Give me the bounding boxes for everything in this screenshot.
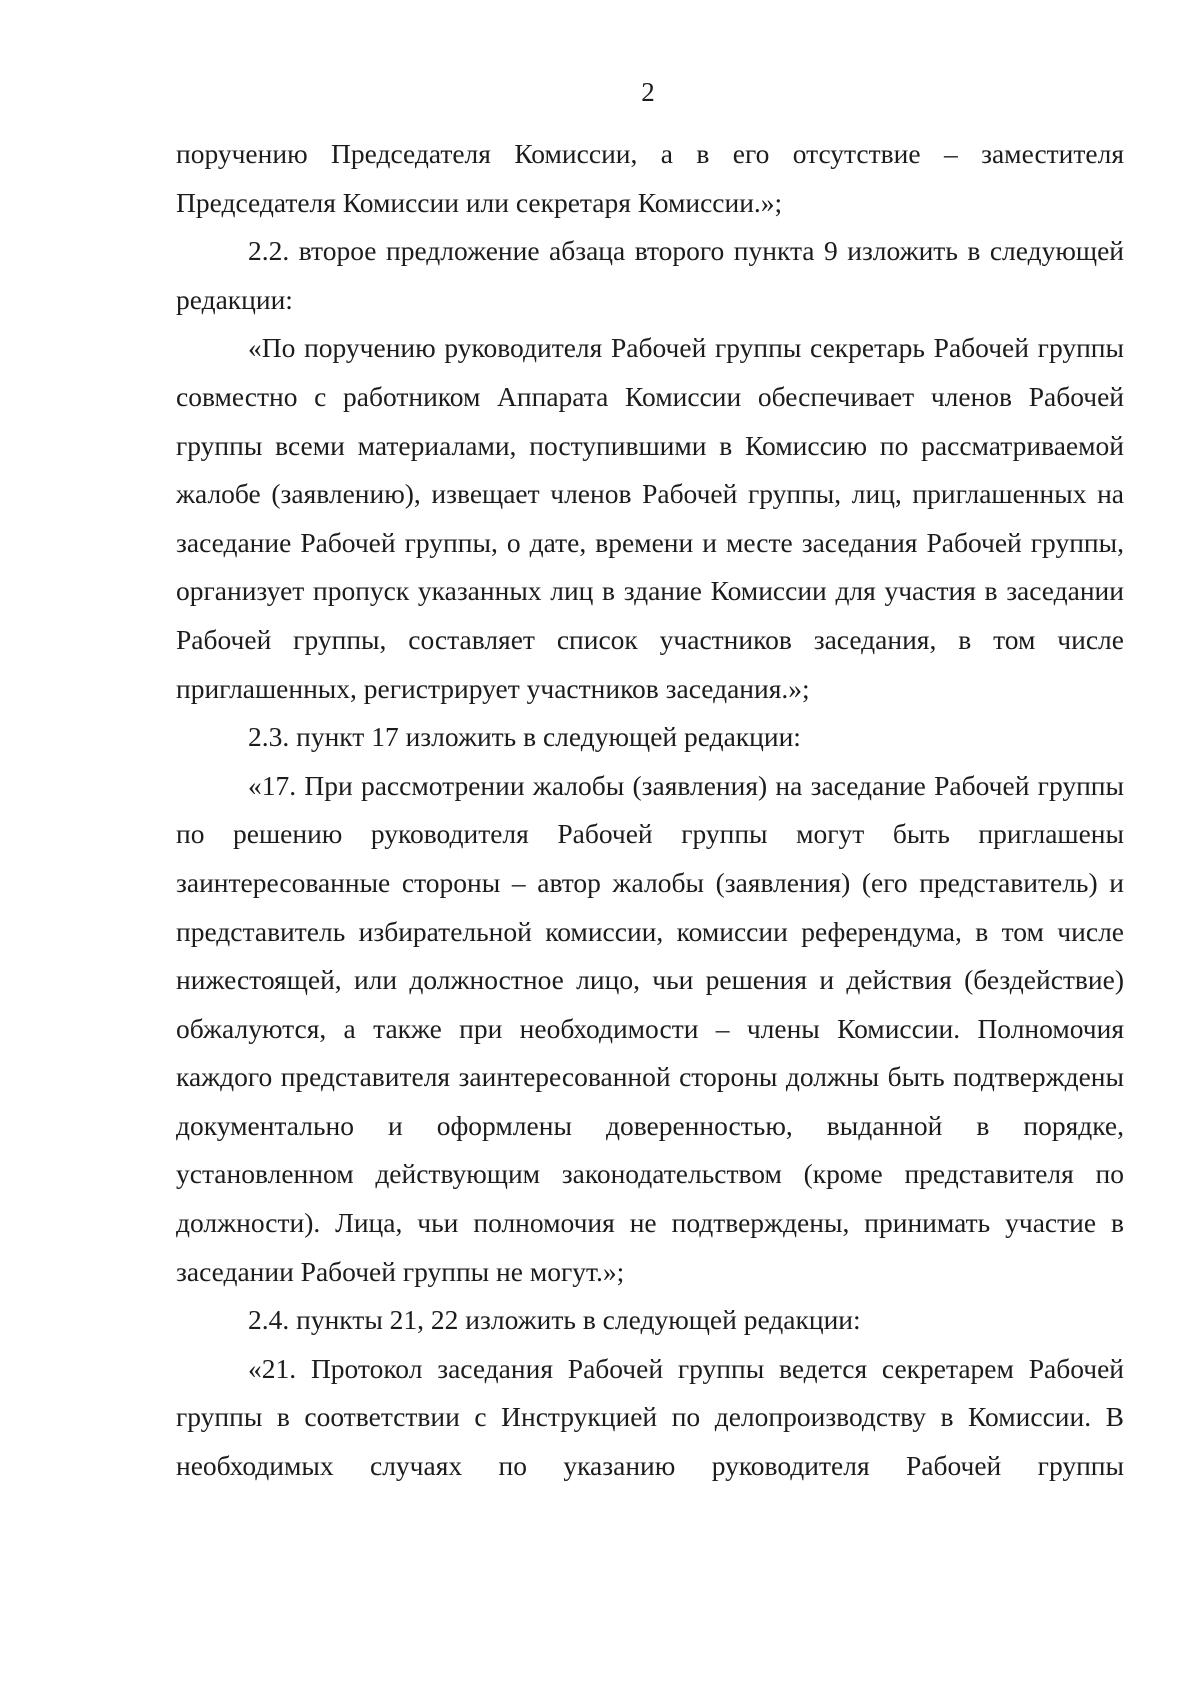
paragraph-quote-point-21: «21. Протокол заседания Рабочей группы ведется секретарем Рабочей группы в соответствии с Инструкцией по делопроизводству в Комиссии. В необходимых случаях по указанию руководителя Рабочей группы	[176, 1352, 1124, 1482]
paragraph-quote-point-17: «17. При рассмотрении жалобы (заявления) на заседание Рабочей группы по решению руководителя Рабочей группы могут быть приглашены заинтересованные стороны – автор жалобы (заявления) (его представитель) и представитель избирательной комиссии, комиссии референдума, в том числе нижестоящей, или должностное лицо, чьи решения и действия (бездействие) обжалуются, а также при необходимости – члены Комиссии. Полномочия каждого представителя заинтересованной стороны должны быть подтверждены документально и оформлены доверенностью, выданной в порядке, установленном действующим законодательством (кроме представителя по должности). Лица, чьи полномочия не подтверждены, принимать участие в заседании Рабочей группы не могут.»;	[176, 769, 1124, 1287]
page-number: 2	[641, 77, 655, 107]
paragraph-item-2-4: 2.4. пункты 21, 22 изложить в следующей редакции:	[248, 1304, 861, 1336]
paragraph-item-2-3: 2.3. пункт 17 изложить в следующей редакции:	[248, 721, 801, 753]
paragraph-quote-working-group-secretary: «По поручению руководителя Рабочей группы секретарь Рабочей группы совместно с работником Аппарата Комиссии обеспечивает членов Рабочей группы всеми материалами, поступившими в Комиссию по рассматриваемой жалобе (заявлению), извещает членов Рабочей группы, лиц, приглашенных на заседание Рабочей группы, о дате, времени и месте заседания Рабочей группы, организует пропуск указанных лиц в здание Комиссии для участия в заседании Рабочей группы, составляет список участников заседания, в том числе приглашенных, регистрирует участников заседания.»;	[176, 332, 1124, 704]
paragraph-item-2-2: 2.2. второе предложение абзаца второго пункта 9 изложить в следующей редакции:	[176, 235, 1124, 315]
paragraph-continuation: поручению Председателя Комиссии, а в его отсутствие – заместителя Председателя Комиссии или секретаря Комиссии.»;	[176, 138, 1124, 218]
document-body	[176, 130, 1124, 1491]
